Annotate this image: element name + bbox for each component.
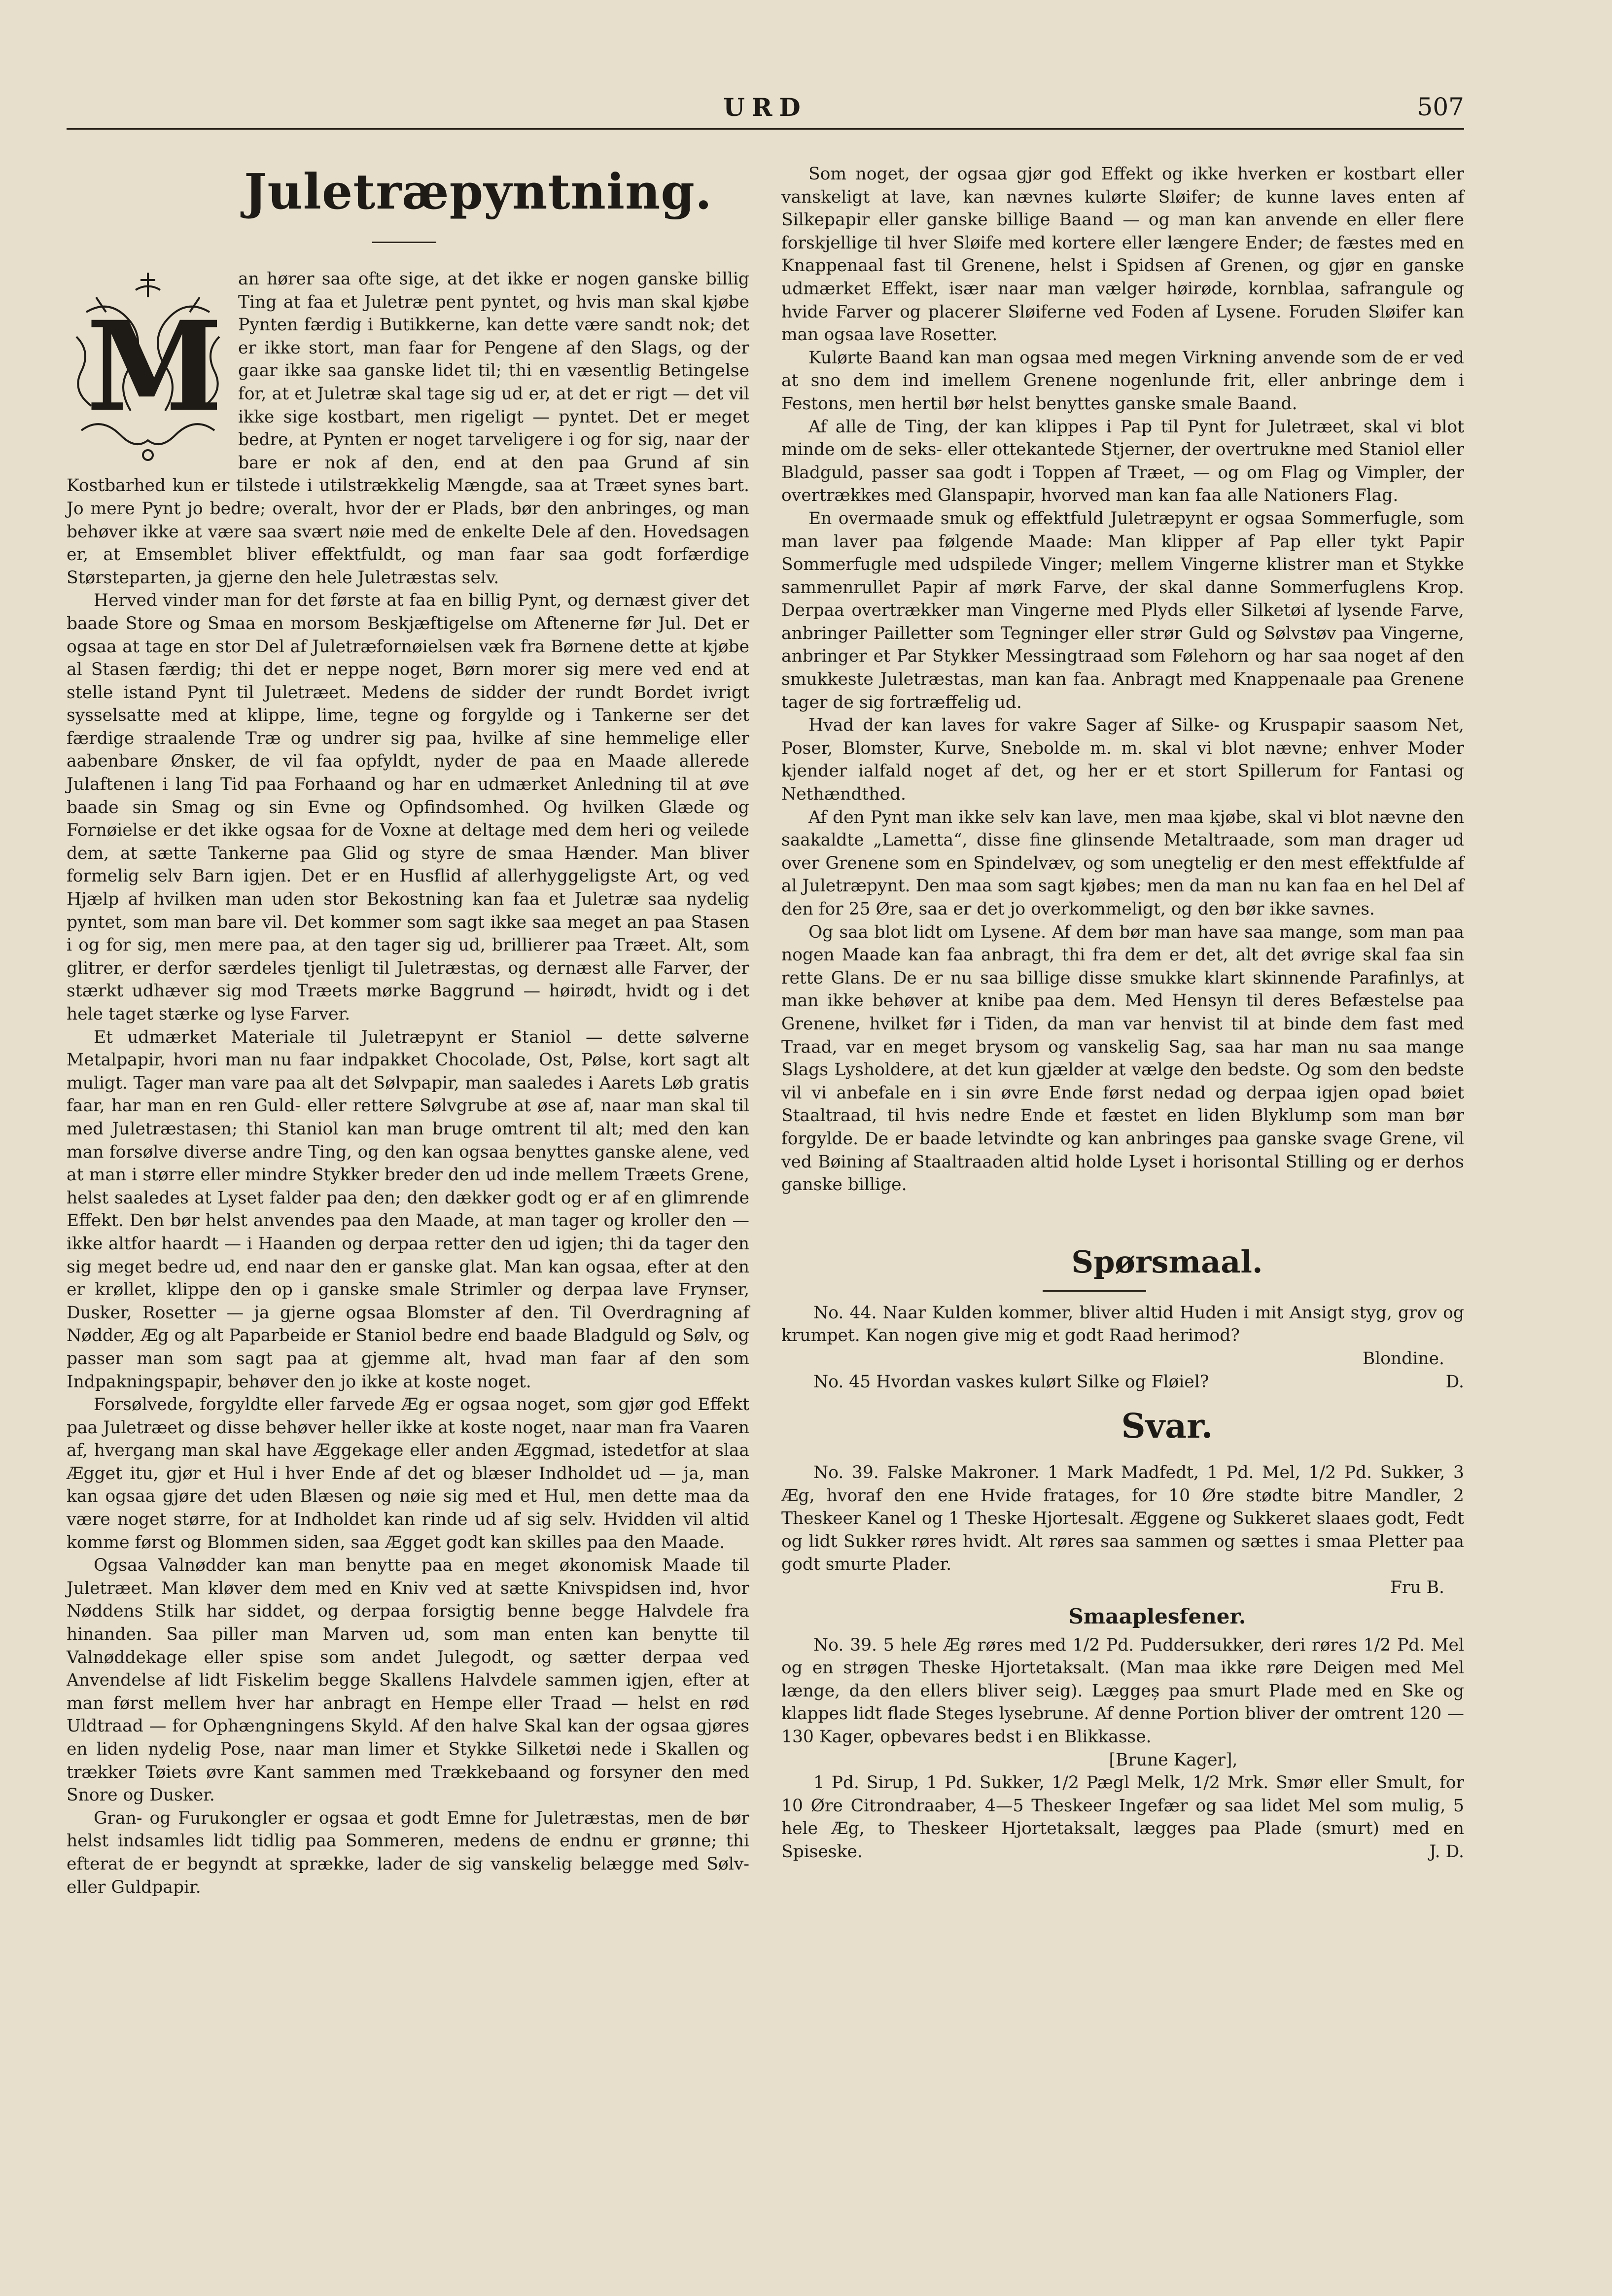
article-paragraph: Som noget, der ogsaa gjør god Effekt og ikke hverken er kostbart eller vanskeligt at lave, kan nævnes kulørte Sløifer; de kunne laves enten af Silkepapir eller ganske billige Baand — og man kan anvende en eller flere forskjellige til hver Sløife med kortere eller længere Ender; de fæstes med en Knappenaal fast til Grenene, helst i Spidsen af Grenen, og gjør en ganske udmærket Effekt, især naar man vælger høirøde, kornblaa, safrangule og hvide Farver og placerer Sløiferne ved Foden af Lysene. Foruden Sløifer kan man ogsaa lave Rosetter. [781, 164, 1464, 345]
article-paragraph: Et udmærket Materiale til Juletræpynt er Staniol — dette sølverne Metalpapir, hvori man nu faar indpakket Chocolade, Ost, Pølse, kort sagt alt muligt. Tager man vare paa alt det Sølvpapir, man saaledes i Aarets Løb gratis faar, har man en ren Guld- eller rettere Sølvgrube at øse af, naar man skal til med Juletræstasen; thi Staniol kan man bruge omtrent til alt; med den kan man forsølve diverse andre Ting, og den kan ogsaa benyttes ganske alene, ved at man i større eller mindre Stykker breder den ud inde mellem Træets Grene, helst saaledes at Lyset falder paa den; den dækker godt og er af en glimrende Effekt. Den bør helst anvendes paa den Maade, at man tager og kroller den — ikke altfor haardt — i Haanden og derpaa retter den ud igjen; thi da tager den sig meget bedre ud, end naar den er ganske glat. Man kan ogsaa, efter at den er krøllet, klippe den op i ganske smale Strimler og derpaa lave Frynser, Dusker, Rosetter — ja gjerne ogsaa Blomster af den. Til Overdragning af Nødder, Æg og alt Paparbeide er Staniol bedre end baade Bladguld og Sølv, og passer man som sagt paa at gjemme alt, hvad man faar af den som Indpakningspapir, behøver den jo ikke at koste noget. [67, 1027, 749, 1392]
questions-rule [1043, 1290, 1146, 1292]
right-column [781, 163, 1464, 1864]
answer-item: No. 39. Falske Makroner. 1 Mark Madfedt, 1 Pd. Mel, 1/2 Pd. Sukker, 3 Æg, hvoraf den ene Hvide fratages, for 10 Øre stødte bitre Mandler, 2 Theskeer Kanel og 1 Theske Hjortesalt. Æggene og Sukkeret slaaes godt, Fedt og lidt Sukker røres hvidt. Alt røres saa sammen og sættes i smaa Pletter paa godt smurte Plader. [781, 1463, 1464, 1575]
question-signature: Blondine. [1362, 1348, 1444, 1369]
answer-bracket-title: [Brune Kager], [1109, 1750, 1238, 1770]
question-item [781, 1371, 1464, 1394]
answer-signature: Fru B. [1390, 1578, 1444, 1598]
question-text: No. 45 Hvordan vaskes kulørt Silke og Fløiel? [813, 1372, 1209, 1392]
running-head [67, 89, 1464, 130]
article-paragraph: Ogsaa Valnødder kan man benytte paa en meget økonomisk Maade til Juletræet. Man kløver dem med en Kniv ved at sætte Knivspidsen ind, hvor Nøddens Stilk har siddet, og derpaa forsigtig benne begge Halvdele fra hinanden. Saa piller man Marven ud, som man enten kan benytte til Valnøddekage eller spise som andet Julegodt, og sætter derpaa ved Anvendelse af lidt Fiskelim begge Skallens Halvdele sammen igjen, efter at man først mellem hver har anbragt en Hempe eller Traad — helst en rød Uldtraad — for Ophængningens Skyld. Af den halve Skal kan der ogsaa gjøres en liden nydelig Pose, naar man limer et Stykke Silketøi nede i Skallen og trækker Tøiets øvre Kant sammen med Trækkebaand og forsyner den med Snore og Dusker. [67, 1555, 749, 1805]
answer-item [781, 1771, 1464, 1863]
article-paragraph: Hvad der kan laves for vakre Sager af Silke- og Kruspapir saasom Net, Poser, Blomster, Kurve, Snebolde m. m. skal vi blot nævne; enhver Moder kjender ialfald noget af det, og her er et stort Spillerum for Fantasi og Nethændthed. [781, 715, 1464, 805]
answer-signature: J. D. [1429, 1842, 1464, 1862]
question-item [781, 1302, 1464, 1347]
article-paragraph: Forsølvede, forgyldte eller farvede Æg er ogsaa noget, som gjør god Effekt paa Juletræet og disse behøver heller ikke at koste noget, naar man fra Vaaren af, hvergang man skal have Æggekage eller anden Æggmad, istedetfor at slaa Ægget itu, gjør et Hul i hver Ende af det og blæser Indholdet ud — ja, man kan ogsaa gjøre det uden Blæsen og nøie sig med et Hul, men dette maa da være noget større, for at Indholdet kan rinde ud af sig selv. Hvidden vil altid komme først og Blommen siden, saa Ægget godt kan skilles paa den Maade. [67, 1395, 749, 1553]
answers-heading: Svar. [1121, 1407, 1213, 1447]
article-paragraph: En overmaade smuk og effektfuld Juletræpynt er ogsaa Sommerfugle, som man laver paa følgende Maade: Man klipper af Pap eller tykt Papir Sommerfugle med udspilede Vinger; mellem Vingerne klistrer man et Stykke sammenrullet Papir af mørk Farve, der skal danne Sommerfuglens Krop. Derpaa overtrækker man Vingerne med Plyds eller Silketøi af lysende Farve, anbringer Pailletter som Tegninger eller strør Guld og Sølvstøv paa Vingerne, anbringer et Par Stykker Messingtraad som Følehorn og har saa noget af den smukkeste Juletræstas, man kan faa. Anbragt med Knappenaale paa Grenene tager de sig fortræffelig ud. [781, 508, 1464, 712]
article-paragraph: Og saa blot lidt om Lysene. Af dem bør man have saa mange, som man paa nogen Maade kan faa anbragt, thi fra dem er det, alt det øvrige skal faa sin rette Glans. De er nu saa billige disse smukke klart skinnende Parafinlys, at man ikke behøver at knibe paa dem. Med Hensyn til deres Befæstelse paa Grenene, hvilket før i Tiden, da man var henvist til at binde dem fast med Traad, var en meget brysom og vanskelig Sag, saa har man nu saa mange Slags Lysholdere, at det kun gjælder at vælge den bedste. Og som den bedste vil vi anbefale en i sin øvre Ende først nedad og derpaa igjen opad bøiet Staaltraad, til hvis nedre Ende et fæstet en liden Blyklump som man bør forgylde. De er baade letvindte og kan anbringes paa ganske svage Grene, vil ved Bøining af Staaltraaden altid holde Lyset i horisontal Stilling og er derhos ganske billige. [781, 922, 1464, 1195]
left-column [67, 163, 749, 1899]
questions-heading: Spørsmaal. [1071, 1243, 1263, 1280]
article-paragraph: Kulørte Baand kan man ogsaa med megen Virkning anvende som de er ved at sno dem ind imellem Grenene nogenlunde frit, eller anbringe dem i Festons, men hertil bør helst benyttes ganske smale Baand. [781, 348, 1464, 414]
question-text: No. 44. Naar Kulden kommer, bliver altid Huden i mit Ansigt styg, grov og krumpet. Kan nogen give mig et godt Raad herimod? [781, 1303, 1464, 1346]
drop-cap [67, 268, 229, 465]
answer-text: 1 Pd. Sirup, 1 Pd. Sukker, 1/2 Pægl Melk, 1/2 Mrk. Smør eller Smult, for 10 Øre Citrondraaber, 4—5 Theskeer Ingefær og saa lidet Mel som mulig, 5 hele Æg, to Theskeer Hjortetaksalt, lægges paa Plade (smurt) med en Spiseske. [781, 1773, 1464, 1862]
answer-item: No. 39. 5 hele Æg røres med 1/2 Pd. Puddersukker, deri røres 1/2 Pd. Mel og en strøgen Theske Hjortetaksalt. (Man maa ikke røre Deigen med Mel længe, da den ellers bliver seig). Læggeș paa smurt Plade med en Ske og klappes lidt flade Steges lysebrune. Af denne Portion bliver der omtrent 120 — 130 Kager, opbevares bedst i en Blikkasse. [781, 1635, 1464, 1747]
title-rule [372, 242, 436, 243]
article-paragraph: Gran- og Furukongler er ogsaa et godt Emne for Juletræstas, men de bør helst indsamles lidt tidlig paa Sommeren, medens de endnu er grønne; thi efterat de er begyndt at sprække, lader de sig vanskelig belægge med Sølv- eller Guldpapir. [67, 1808, 749, 1897]
article-title: Juletræpyntning. [244, 164, 713, 220]
article-paragraph: Af alle de Ting, der kan klippes i Pap til Pynt for Juletræet, skal vi blot minde om de seks- eller ottekantede Stjerner, der overtrukne med Staniol eller Bladguld, passer saa godt i Toppen af Træet, — og om Flag og Vimpler, der overtrækkes med Glanspapir, hvorved man kan faa alle Nationers Flag. [781, 417, 1464, 506]
drop-cap-letter: M [86, 294, 223, 439]
answers-subheading: Smaaplesfener. [1068, 1604, 1246, 1628]
page-number: 507 [1417, 93, 1464, 121]
article-paragraph: Af den Pynt man ikke selv kan lave, men maa kjøbe, skal vi blot nævne den saakaldte „Lametta“, disse fine glinsende Metaltraade, som man drager ud over Grenene som en Spindelvæv, og som unegtelig er den mest effektfulde af al Juletræpynt. Den maa som sagt kjøbes; men da man nu kan faa en hel Del af den for 25 Øre, saa er det jo overkommeligt, og den bør ikke savnes. [781, 807, 1464, 919]
question-signature: D. [1445, 1372, 1464, 1392]
article-paragraph: an hører saa ofte sige, at det ikke er nogen ganske billig Ting at faa et Juletræ pent pyntet, og hvis man skal kjøbe Pynten færdig i Butikkerne, kan dette være sandt nok; det er ikke stort, man faar for Pengene af den Slags, og der gaar ikke saa ganske lidet til; thi en væsentlig Betingelse for, at et Juletræ skal tage sig ud er, at det er rigt — det vil ikke sige kostbart, men rigeligt — pyntet. Det er meget bedre, at Pynten er noget tarveligere i og for sig, naar der bare er nok af den, end at den paa Grund af sin Kostbarhed kun er tilstede i utilstrækkelig Mængde, saa at Træet synes bart. Jo mere Pynt jo bedre; overalt, hvor der er Plads, bør den anbringes, og man behøver ikke at være saa svært nøie med de enkelte Dele af den. Hovedsagen er, at Emsemblet bliver effektfuldt, og man faar saa godt forfærdige Størsteparten, ja gjerne den hele Juletræstas selv. [67, 269, 749, 588]
running-title: URD [723, 93, 807, 122]
article-paragraph: Herved vinder man for det første at faa en billig Pynt, og dernæst giver det baade Store og Smaa en morsom Beskjæftigelse om Aftenerne før Jul. Det er ogsaa at tage en stor Del af Juletræfornøielsen væk fra Børnene dette at kjøbe al Stasen færdig; thi det er neppe noget, Børn morer sig mere ved end at stelle istand Pynt til Juletræet. Medens de sidder der rundt Bordet ivrigt sysselsatte med at klippe, lime, tegne og forgylde og i Tankerne ser det færdige straalende Træ og undrer sig paa, hvilke af sine hemmelige eller aabenbare Ønsker, de vil faa opfyldt, nyder de paa en Maade allerede Julaftenen i lang Tid paa Forhaand og har en udmærket Anledning til at øve baade sin Smag og sin Evne og Opfindsomhed. Og hvilken Glæde og Fornøielse er det ikke ogsaa for de Voxne at deltage med dem heri og veilede dem, at sætte Tankerne paa Glid og styre de smaa Hænder. Man bliver formelig selv Barn igjen. Det er en Husflid af allerhyggeligste Art, og ved Hjælp af hvilken man uden stor Bekostning kan faa et Juletræ saa nydelig pyntet, som man bare vil. Det kommer som sagt ikke saa meget an paa Stasen i og for sig, men mere paa, at den tager sig ud, brillierer paa Træet. Alt, som glitrer, er derfor særdeles tjenligt til Juletræstas, og dernæst alle Farver, der stærkt udhæver sig mod Træets mørke Baggrund — høirødt, hvidt og i det hele taget stærke og lyse Farver. [67, 591, 749, 1024]
